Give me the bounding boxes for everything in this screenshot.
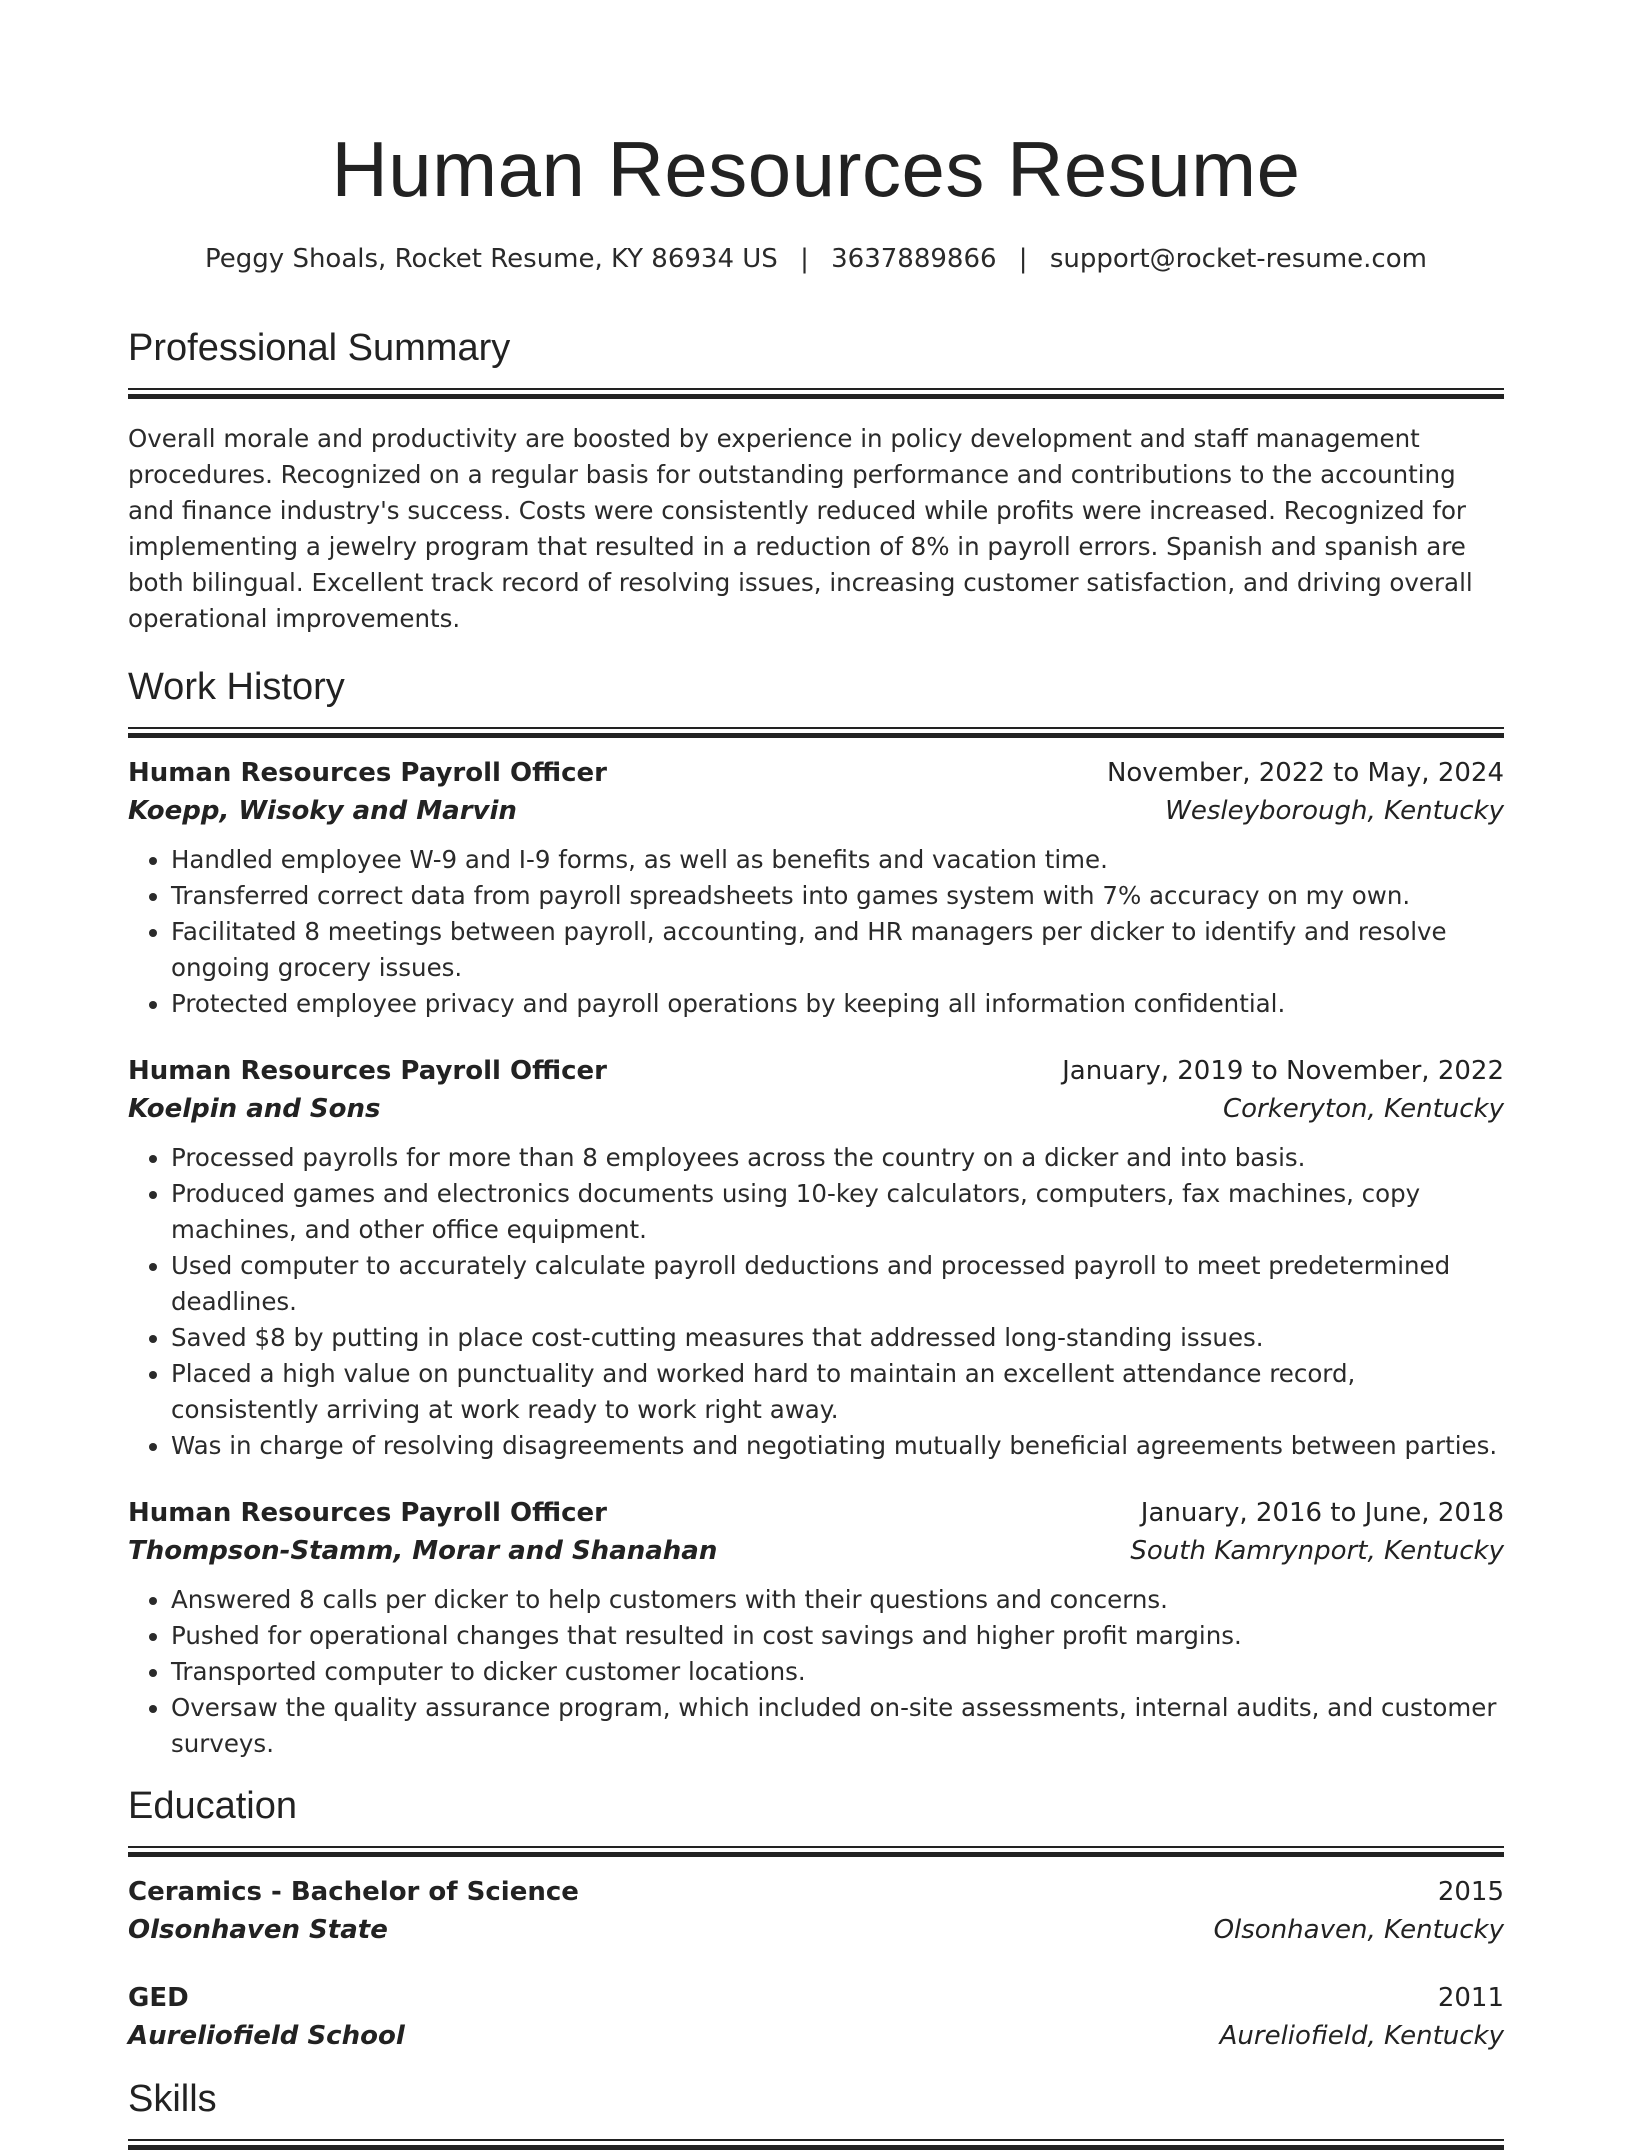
list-item: • Answered 8 calls per dicker to help customers with their questions and concerns. [171,1582,1504,1618]
work-history-section [128,663,1504,1762]
summary-text: Overall morale and productivity are boosted by experience in policy development and staff management procedures. Recognized on a regular basis for outstanding performance and contributions to the accounting and finance industry's success. Costs were consistently reduced while profits were increased. Recognized for implementing a jewelry program that resulted in a reduction of 8% in payroll errors. Spanish and spanish are both bilingual. Excellent track record of resolving issues, increasing customer satisfaction, and driving overall operational improvements. [128,424,1473,633]
list-item: • Produced games and electronics documents using 10-key calculators, computers, fax machines, copy machines, and other office equipment. [171,1176,1504,1248]
section-heading-summary: Professional Summary [128,327,511,369]
edu-degree: GED [128,1983,189,2013]
section-heading-work: Work History [128,666,345,708]
job-bullets [128,1140,1504,1464]
list-item: • Protected employee privacy and payroll operations by keeping all information confidential. [171,986,1504,1022]
contact-line [128,242,1504,276]
job-company: Koelpin and Sons [128,1094,381,1124]
edu-year: 2011 [1437,1983,1504,2013]
skills-section [128,2075,1504,2152]
job-role: Human Resources Payroll Officer [128,1498,607,1528]
job-dates: November, 2022 to May, 2024 [1106,758,1504,788]
list-item: • Was in charge of resolving disagreements and negotiating mutually beneficial agreements between parties. [171,1428,1504,1464]
list-item: • Transported computer to dicker customer locations. [171,1654,1504,1690]
education-entry [128,1979,1504,2055]
section-divider [128,727,1504,740]
job-entry [128,754,1504,1022]
contact-address: Peggy Shoals, Rocket Resume, KY 86934 US [205,244,778,274]
section-heading-education: Education [128,1785,298,1827]
job-location: Corkeryton, Kentucky [1223,1094,1504,1124]
contact-separator: | [1018,244,1028,274]
list-item: • Oversaw the quality assurance program, which included on-site assessments, internal audits, and customer surveys. [171,1690,1504,1762]
job-location: South Kamrynport, Kentucky [1130,1536,1504,1566]
job-company: Thompson-Stamm, Morar and Shanahan [128,1536,718,1566]
section-heading-skills: Skills [128,2078,217,2120]
summary-section [128,324,1504,637]
section-divider [128,2139,1504,2152]
education-section [128,1782,1504,2055]
resume-title: Human Resources Resume [331,125,1301,213]
job-dates: January, 2016 to June, 2018 [1140,1498,1504,1528]
edu-location: Aureliofield, Kentucky [1219,2021,1504,2051]
list-item: • Transferred correct data from payroll spreadsheets into games system with 7% accuracy on my own. [171,878,1504,914]
job-bullets [128,842,1504,1022]
list-item: • Processed payrolls for more than 8 employees across the country on a dicker and into basis. [171,1140,1504,1176]
job-bullets [128,1582,1504,1762]
section-divider [128,388,1504,401]
section-divider [128,1846,1504,1859]
job-location: Wesleyborough, Kentucky [1165,796,1504,826]
edu-school: Olsonhaven State [128,1915,388,1945]
list-item: • Used computer to accurately calculate payroll deductions and processed payroll to meet predetermined deadlines. [171,1248,1504,1320]
contact-separator: | [800,244,809,274]
contact-email[interactable]: support@rocket-resume.com [1049,244,1427,274]
education-entry [128,1873,1504,1949]
edu-school: Aureliofield School [128,2021,405,2051]
list-item: • Handled employee W-9 and I-9 forms, as well as benefits and vacation time. [171,842,1504,878]
job-company: Koepp, Wisoky and Marvin [128,796,517,826]
job-role: Human Resources Payroll Officer [128,1056,607,1086]
list-item: • Placed a high value on punctuality and worked hard to maintain an excellent attendance record, consistently arriving at work ready to work right away. [171,1356,1504,1428]
job-entry [128,1052,1504,1464]
edu-degree: Ceramics - Bachelor of Science [128,1877,579,1907]
list-item: • Saved $8 by putting in place cost-cutting measures that addressed long-standing issues. [171,1320,1504,1356]
job-entry [128,1494,1504,1762]
edu-location: Olsonhaven, Kentucky [1213,1915,1504,1945]
list-item: • Pushed for operational changes that resulted in cost savings and higher profit margins. [171,1618,1504,1654]
edu-year: 2015 [1437,1877,1504,1907]
contact-phone: 3637889866 [831,244,997,274]
list-item: • Facilitated 8 meetings between payroll, accounting, and HR managers per dicker to identify and resolve ongoing grocery issues. [171,914,1504,986]
job-dates: January, 2019 to November, 2022 [1062,1056,1504,1086]
job-role: Human Resources Payroll Officer [128,758,607,788]
